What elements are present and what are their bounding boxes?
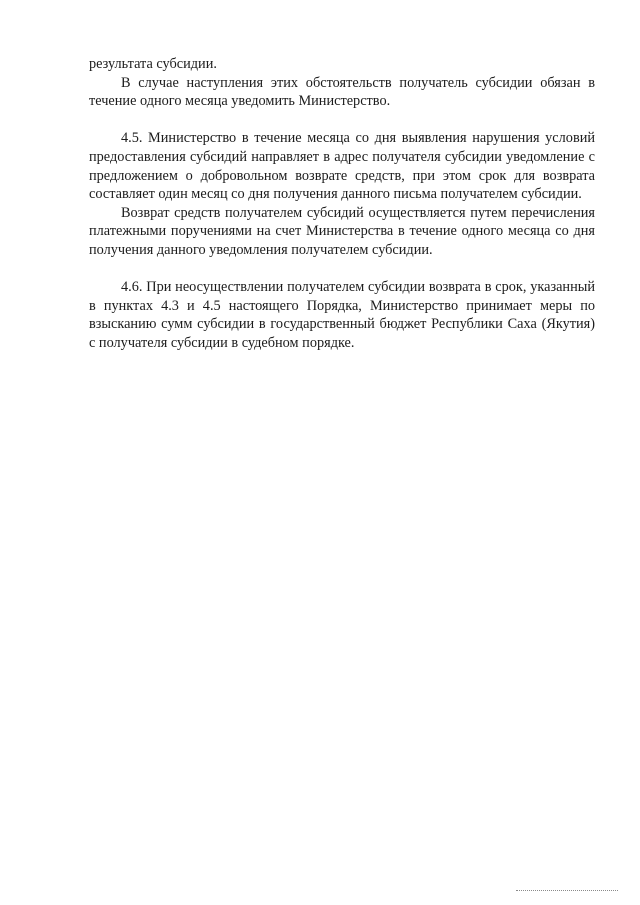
- footer-dotted-line: [516, 890, 618, 891]
- paragraph-continuation: результата субсидии.: [89, 56, 217, 72]
- document-body: [89, 55, 595, 353]
- paragraph-clause-4-5: 4.5. Министерство в течение месяца со дня выявления нарушения условий предоставления субсидий направляет в адрес получателя субсидии уведомление с предложением о добровольном возврате средств, при этом срок для возврата составляет один месяц со дня получения данного письма получателем субсидии.: [89, 130, 595, 203]
- paragraph-clause-4-6: 4.6. При неосуществлении получателем субсидии возврата в срок, указанный в пунктах 4.3 и 4.5 настоящего Порядка, Министерство принимает меры по взысканию сумм субсидии в государственный бюджет Республики Саха (Якутия) с получателя субсидии в судебном порядке.: [89, 279, 595, 351]
- paragraph-refund-procedure: Возврат средств получателем субсидий осуществляется путем перечисления платежными поручениями на счет Министерства в течение одного месяца со дня получения данного уведомления получателем субсидии.: [89, 204, 595, 258]
- paragraph-notification-obligation: В случае наступления этих обстоятельств получатель субсидии обязан в течение одного месяца уведомить Министерство.: [89, 74, 595, 110]
